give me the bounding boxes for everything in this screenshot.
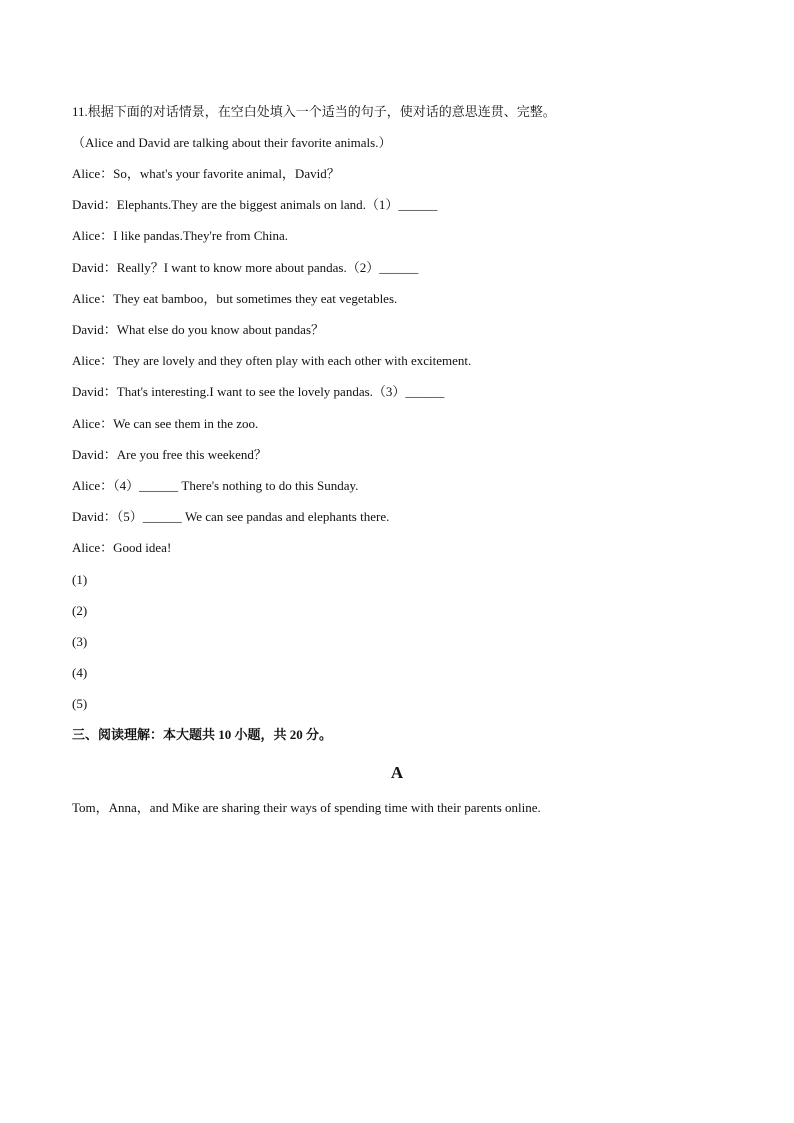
answer-label-4: (4) [72,665,88,680]
answer-label-5: (5) [72,696,88,711]
dialogue-line: Alice：We can see them in the zoo. [72,416,259,431]
answer-label-2: (2) [72,603,88,618]
dialogue-context: （Alice and David are talking about their favorite animals.） [72,135,392,150]
dialogue-line: David：Elephants.They are the biggest animals on land.（1）______ [72,197,438,212]
dialogue-line: Alice：（4）______ There's nothing to do this Sunday. [72,478,359,493]
section-title: 三、阅读理解：本大题共 10 小题，共 20 分。 [72,727,333,742]
dialogue-line: Alice：They eat bamboo，but sometimes they eat vegetables. [72,291,398,306]
dialogue-line: David：That's interesting.I want to see the lovely pandas.（3）______ [72,384,445,399]
dialogue-line: David：What else do you know about pandas？ [72,322,325,337]
dialogue-line: Alice：They are lovely and they often play with each other with excitement. [72,353,472,368]
dialogue-line: David：Are you free this weekend？ [72,447,267,462]
question-title: 11.根据下面的对话情景，在空白处填入一个适当的句子，使对话的意思连贯、完整。 [72,104,556,119]
answer-label-1: (1) [72,572,88,587]
dialogue-line: David：Really？I want to know more about pandas.（2）______ [72,260,419,275]
dialogue-line: Alice：Good idea! [72,540,172,555]
dialogue-line: Alice：I like pandas.They're from China. [72,228,289,243]
passage-label: A [390,763,404,782]
dialogue-line: David：（5）______ We can see pandas and elephants there. [72,509,390,524]
dialogue-line: Alice：So，what's your favorite animal，David？ [72,166,340,181]
answer-label-3: (3) [72,634,88,649]
passage-intro: Tom，Anna，and Mike are sharing their ways of spending time with their parents online. [72,800,541,815]
